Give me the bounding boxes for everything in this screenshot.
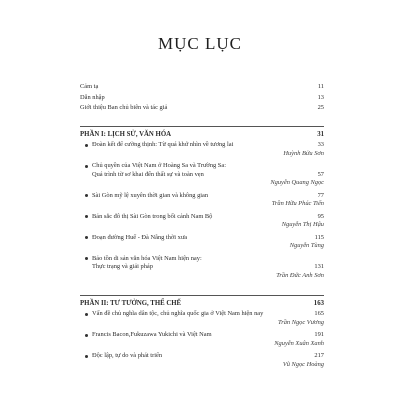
bullet-icon: [85, 144, 88, 147]
toc-entry-text: Đoạn đường Huế - Đà Nẵng thời xưa: [92, 233, 188, 241]
toc-entry-text: Cảm tạ: [80, 83, 99, 90]
toc-entry-text: Francis Bacon,Fukuzawa Yukichi và Việt Nam: [92, 331, 212, 338]
page-title: MỤC LỤC: [158, 34, 242, 53]
toc-entry-text: Quá trình từ sơ khai đến thất sự và toàn vẹn: [92, 170, 204, 178]
toc-page-number: 31: [317, 131, 324, 138]
toc-entry-text: PHẦN I: LỊCH SỬ, VĂN HÓA: [80, 131, 172, 138]
toc-entry-text: Nguyễn Quang Ngọc: [270, 179, 324, 187]
toc-entry-text: Chủ quyền của Việt Nam ở Hoàng Sa và Trường Sa:: [92, 162, 226, 169]
bullet-icon: [85, 355, 88, 358]
toc-entry-text: Đoàn kết để cường thịnh: Từ quá khứ nhìn về tương lai: [92, 141, 234, 148]
toc-entry-text: Vũ Ngọc Hoàng: [282, 360, 324, 368]
bullet-icon: [85, 215, 88, 218]
toc-page-number: 33: [317, 141, 324, 148]
toc-page-number: 57: [317, 170, 324, 178]
toc-page-number: 25: [317, 104, 324, 111]
toc-page-number: 115: [314, 233, 324, 241]
toc-page-number: 95: [317, 212, 324, 220]
toc-page-number: 163: [313, 300, 324, 307]
toc-entry-text: Bản sắc đô thị Sài Gòn trong bối cảnh Nam Bộ: [92, 212, 213, 220]
toc-entry-text: Trần Đức Anh Sơn: [276, 271, 324, 279]
toc-page-number: 77: [317, 191, 324, 199]
bullet-icon: [85, 194, 88, 197]
toc-entry-text: Dẫn nhập: [80, 93, 105, 101]
toc-page-number: 217: [314, 352, 324, 359]
toc-entry-text: Bảo tồn di sản văn hóa Việt Nam hiện nay:: [92, 254, 202, 262]
toc-page-number: 191: [314, 331, 324, 338]
toc-entry-text: Nguyễn Tùng: [289, 242, 324, 250]
toc-entry-text: Sài Gòn mỹ lệ xuyên thời gian và không gian: [92, 191, 209, 199]
toc-entry-text: Vấn đề chủ nghĩa dân tộc, chủ nghĩa quốc gia ở Việt Nam hiện nay: [92, 310, 264, 317]
toc-entry-text: Thực trạng và giải pháp: [92, 263, 153, 271]
toc-entry-text: Trần Hữu Phúc Tiến: [271, 200, 324, 208]
toc-entry-text: Nguyễn Xuân Xanh: [274, 339, 324, 347]
bullet-icon: [85, 165, 88, 168]
bullet-icon: [85, 236, 88, 239]
bullet-icon: [85, 334, 88, 337]
toc-page-number: 131: [314, 263, 324, 271]
toc-entry-text: Trần Ngọc Vương: [278, 318, 324, 326]
bullet-icon: [85, 257, 88, 260]
toc-page-number: 165: [314, 310, 324, 317]
bullet-icon: [85, 313, 88, 316]
toc-page-number: 11: [317, 83, 324, 90]
section-divider: [80, 126, 324, 127]
section-divider: [80, 295, 324, 296]
toc-entry-text: Nguyễn Thị Hậu: [281, 221, 324, 229]
toc-entry-text: Huỳnh Bửu Sơn: [283, 149, 324, 157]
toc-entry-text: Độc lập, tự do và phát triển: [92, 352, 163, 359]
toc-page-number: 13: [317, 93, 324, 101]
toc-entry-text: PHẦN II: TƯ TƯỞNG, THỂ CHẾ: [80, 300, 182, 307]
toc-entry-text: Giới thiệu Ban chủ biên và tác giả: [80, 104, 168, 111]
